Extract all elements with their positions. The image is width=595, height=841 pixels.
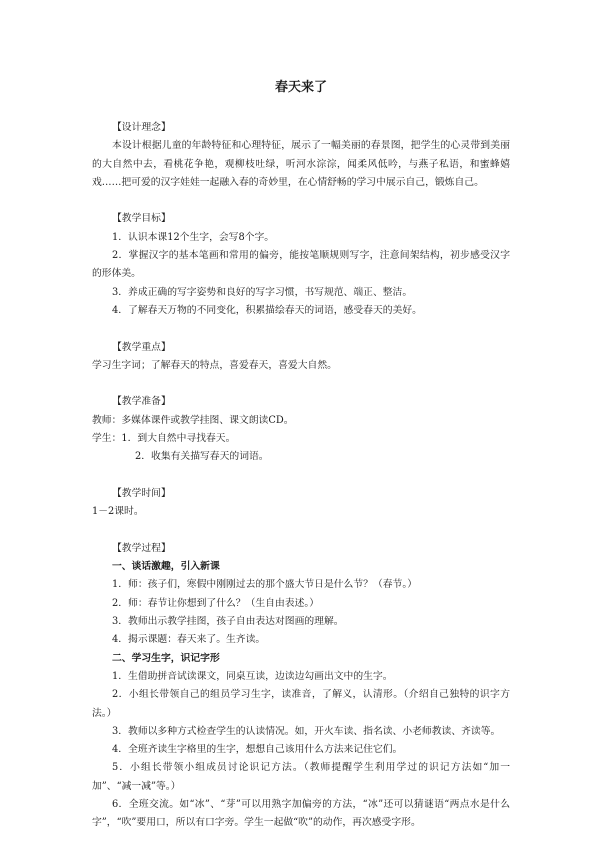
goal-item-1: 1．认识本课12个生字，会写8个字。 [112,231,275,243]
process-part2-item-3: 3．教师以多种方式检查学生的认读情况。如，开火车读、指名读、小老师教读、齐读等。 [112,725,501,737]
process-part1-item-2: 2．师：春节让你想到了什么？（生自由表述。） [112,597,320,609]
document-page [92,0,510,841]
document-body [92,119,510,833]
spacer [92,320,510,338]
process-part1-item-4: 4．揭示课题：春天来了。生齐读。 [112,634,266,646]
process-part2-item-5: 5．小组长带领小组成员讨论识记方法。（教师提醒学生利用学过的识记方法如“加一加”、“减一减”等。） [92,762,510,792]
process-part2-item-4: 4．全班齐读生字格里的生字，想想自己该用什么方法来记住它们。 [112,744,403,756]
process-part2-title: 二、学习生字，识记字形 [112,652,220,664]
key-points-text: 学习生字词；了解春天的特点，喜爱春天，喜爱大自然。 [92,359,337,371]
spacer [92,467,510,485]
preparation-student: 学生：1．到大自然中寻找春天。 [92,433,236,445]
page-title: 春天来了 [274,80,327,95]
process-part2-item-6: 6．全班交流。如“冰”、“芽”可以用熟字加偏旁的方法，“冰”还可以猜谜语“两点水是什么字”，“吹”要用口，所以有口字旁。学生一起做“吹”的动作，再次感受字形。 [92,798,510,829]
spacer [92,192,510,210]
spacer [92,375,510,393]
section-heading-key-points: 【教学重点】 [112,341,171,353]
section-heading-concept: 【设计理念】 [112,122,171,133]
preparation-student-2: 2．收集有关描写春天的词语。 [135,451,269,463]
section-heading-goals: 【教学目标】 [112,213,171,225]
section-heading-process: 【教学过程】 [112,542,171,554]
process-part1-title: 一、谈话激趣，引入新课 [112,561,220,573]
section-heading-preparation: 【教学准备】 [112,396,171,408]
process-part2-item-1: 1．生借助拼音试读课文，同桌互读，边读边勾画出文中的生字。 [112,670,393,682]
goal-item-2: 2．掌握汉字的基本笔画和常用的偏旁，能按笔顺规则写字，注意间架结构，初步感受汉字的形体美。 [92,250,510,280]
goal-item-4: 4．了解春天万物的不同变化，积累描绘春天的词语，感受春天的美好。 [112,304,422,316]
concept-paragraph: 本设计根据儿童的年龄特征和心理特征，展示了一幅美丽的春景图，把学生的心灵带到美丽的大自然中去，看桃花争艳，观柳枝吐绿，听河水淙淙，闻柔风低吟，与燕子私语，和蜜蜂嬉戏……把可爱的汉字娃娃一起融入春的奇妙里，在心情舒畅的学习中展示自己，锻炼自己。 [92,140,510,188]
time-text: 1－2课时。 [92,506,144,518]
spacer [92,522,510,540]
process-part1-item-3: 3．教师出示教学挂图，孩子自由表达对图画的理解。 [112,616,344,628]
process-part2-item-2: 2．小组长带领自己的组员学习生字，读准音，了解义，认清形。（介绍自己独特的识字方法。） [92,689,510,719]
preparation-teacher: 教师：多媒体课件或教学挂图、课文朗读CD。 [92,414,294,426]
section-heading-time: 【教学时间】 [112,487,171,499]
process-part1-item-1: 1．师：孩子们，寒假中刚刚过去的那个盛大节日是什么节？（春节。） [112,579,418,591]
goal-item-3: 3．养成正确的写字姿势和良好的写字习惯，书写规范、端正、整洁。 [112,286,413,298]
